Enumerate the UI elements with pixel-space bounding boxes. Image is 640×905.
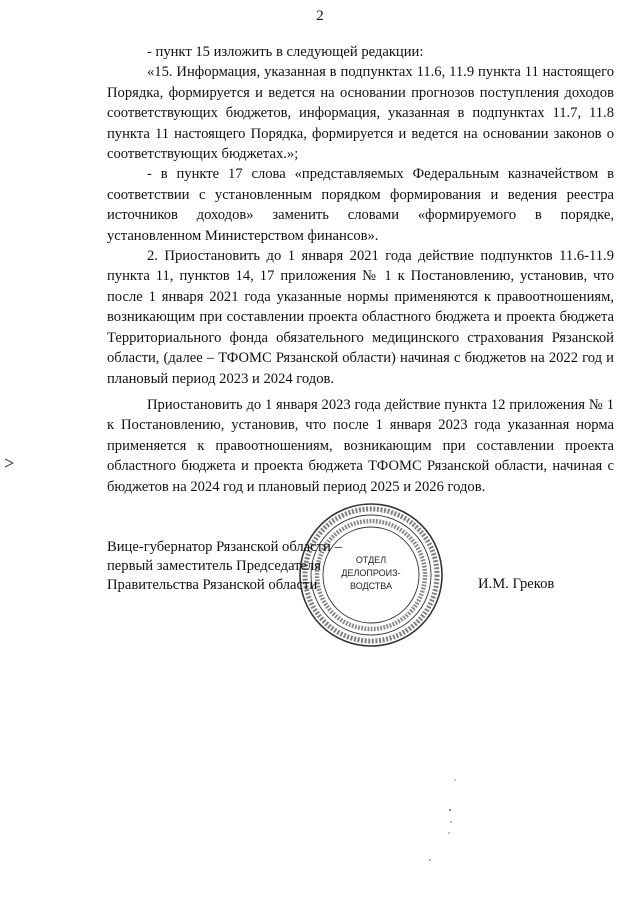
- stamp-center-line-1: ОТДЕЛ: [355, 555, 387, 565]
- signer-name: И.М. Греков: [478, 576, 555, 592]
- stamp-center-line-2: ДЕЛОПРОИЗ-: [341, 568, 401, 578]
- page-number: 2: [316, 8, 324, 24]
- paragraph-item-2: 2. Приостановить до 1 января 2021 года действие подпунктов 11.6-11.9 пункта 11, пунктов 14, 17 приложения № 1 к Постановлению, установив, что после 1 января 2021 года указанные нормы применяются к правоотношениям, возникающим при составлении проекта областного бюджета и проекта бюджета Территориального фонда обязательного медицинского страхования Рязанской области, (далее – ТФОМС Рязанской области) начиная с бюджетов на 2022 год и плановый период 2023 и 2024 годов.: [107, 248, 614, 387]
- stamp-center-line-3: ВОДСТВА: [349, 581, 393, 591]
- signature-block: [107, 538, 342, 595]
- signer-title-line-2: первый заместитель Председателя: [107, 558, 322, 574]
- document-body: [107, 42, 614, 497]
- paragraph-point-15-intro: - пункт 15 изложить в следующей редакции:: [147, 44, 424, 60]
- signer-title-line-3: Правительства Рязанской области: [107, 577, 318, 593]
- paragraph-suspend-point-12: Приостановить до 1 января 2023 года действие пункта 12 приложения № 1 к Постановлению, установив, что после 1 января 2023 года указанная норма применяется к правоотношениям, возникающим при составлении проекта областного бюджета и проекта бюджета ТФОМС Рязанской области, начиная с бюджетов на 2024 год и плановый период 2025 и 2026 годов.: [107, 396, 614, 495]
- margin-mark: [4, 455, 14, 465]
- paragraph-point-15-text: «15. Информация, указанная в подпунктах 11.6, 11.9 пункта 11 настоящего Порядка, формируется и ведется на основании прогнозов поступления доходов соответствующих бюджетов, информация, указанная в подпунктах 11.7, 11.8 пункта 11 настоящего Порядка, формируется и ведется на основании законов о соответствующих бюджетах.»;: [107, 64, 614, 163]
- signer-title-line-1: Вице-губернатор Рязанской области –: [107, 539, 342, 555]
- paragraph-point-17: - в пункте 17 слова «представляемых Федеральным казначейством в соответствии с установленным порядком формирования и ведения реестра источников доходов» заменить словами «формируемого в порядке, установленном Министерством финансов».: [107, 166, 614, 244]
